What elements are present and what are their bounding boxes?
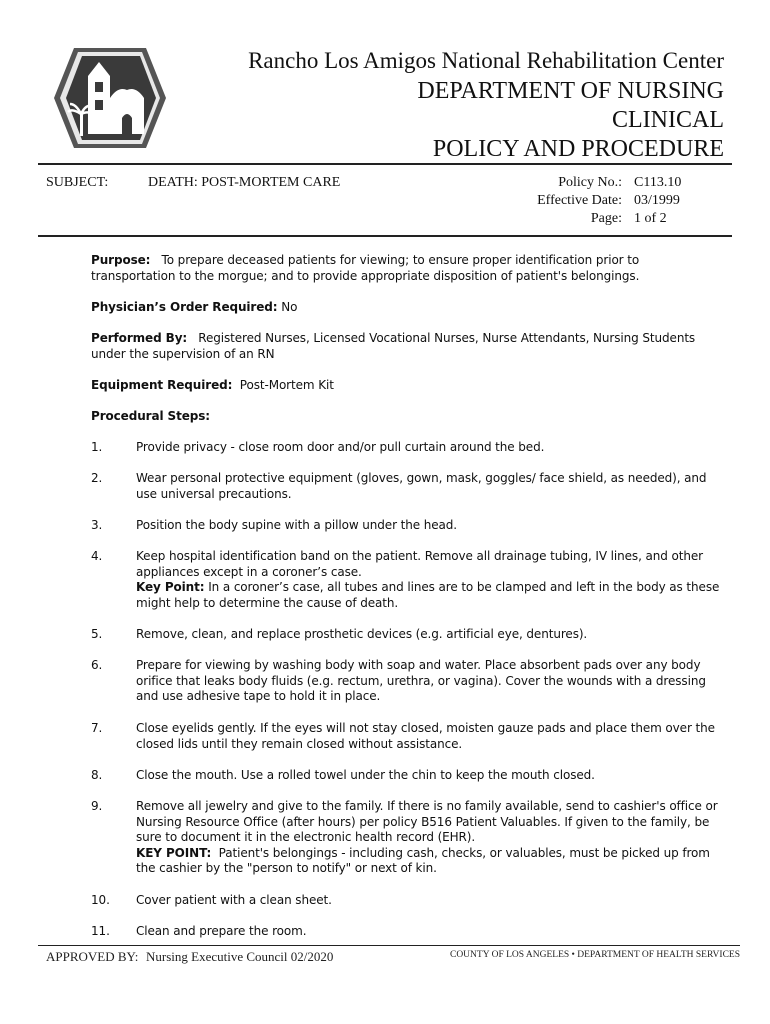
- step-key-point: [136, 846, 724, 877]
- step-number: 10.: [91, 893, 110, 907]
- policy-number-value: C113.10: [634, 175, 682, 190]
- policy-procedure-title: POLICY AND PROCEDURE: [432, 136, 724, 162]
- page-value: 1 of 2: [634, 211, 667, 226]
- approved-by: [46, 949, 333, 965]
- procedural-steps-heading: Procedural Steps:: [91, 409, 210, 423]
- step-text: Close eyelids gently. If the eyes will not stay closed, moisten gauze pads and place them over the closed lids until they remain closed without assistance.: [136, 721, 715, 751]
- step-text: Close the mouth. Use a rolled towel under the chin to keep the mouth closed.: [136, 768, 595, 782]
- performed-by-paragraph: [91, 331, 722, 362]
- step-item: [91, 549, 724, 611]
- purpose-label: Purpose:: [91, 253, 151, 267]
- key-point-text: In a coroner’s case, all tubes and lines are to be clamped and left in the body as these might help to determine the cause of death.: [136, 580, 720, 610]
- step-number: 1.: [91, 440, 103, 454]
- page-label: Page:: [590, 211, 622, 226]
- step-item: [91, 924, 724, 940]
- approved-by-value: Nursing Executive Council 02/2020: [146, 949, 334, 964]
- step-key-point: [136, 580, 724, 611]
- policy-number-label: Policy No.:: [558, 175, 622, 190]
- equipment-paragraph: [91, 378, 722, 394]
- step-number: 9.: [91, 799, 103, 813]
- step-item: [91, 518, 724, 534]
- step-text: Cover patient with a clean sheet.: [136, 893, 332, 907]
- step-text: Prepare for viewing by washing body with soap and water. Place absorbent pads over any body orifice that leaks body fluids (e.g. rectum, urethra, or vagina). Cover the wounds with a dressing and use adhesive tape to hold it in place.: [136, 658, 706, 704]
- step-number: 6.: [91, 658, 103, 672]
- step-number: 7.: [91, 721, 103, 735]
- step-number: 2.: [91, 471, 103, 485]
- step-text: Clean and prepare the room.: [136, 924, 307, 938]
- key-point-label: KEY POINT:: [136, 845, 212, 860]
- footer-divider: [38, 945, 740, 946]
- subject-value: DEATH: POST-MORTEM CARE: [148, 175, 341, 190]
- step-number: 8.: [91, 768, 103, 782]
- meta-divider: [38, 235, 732, 237]
- physicians-order-label: Physician’s Order Required:: [91, 300, 278, 314]
- step-item: [91, 440, 724, 456]
- center-name: Rancho Los Amigos National Rehabilitation Center: [248, 48, 724, 73]
- physicians-order-value: No: [281, 300, 298, 314]
- step-text: Position the body supine with a pillow under the head.: [136, 518, 458, 532]
- equipment-label: Equipment Required:: [91, 378, 233, 392]
- step-text: Remove, clean, and replace prosthetic devices (e.g. artificial eye, dentures).: [136, 627, 588, 641]
- key-point-text: Patient's belongings - including cash, checks, or valuables, must be picked up from the cashier by the "person to notify" or next of kin.: [136, 845, 710, 876]
- header-divider: [38, 163, 732, 165]
- effective-date-value: 03/1999: [634, 193, 680, 208]
- rancho-mission-logo: [52, 46, 168, 150]
- key-point-label: Key Point:: [136, 580, 205, 595]
- equipment-value: Post-Mortem Kit: [239, 378, 334, 392]
- clinical-title: CLINICAL: [612, 107, 724, 133]
- physicians-order-paragraph: [91, 300, 722, 316]
- department-title: DEPARTMENT OF NURSING: [417, 78, 724, 104]
- step-text: Remove all jewelry and give to the family. If there is no family available, send to cashier's office or Nursing Resource Office (after hours) per policy B516 Patient Valuables. If given to the family, be sure to document it in the electronic health record (EHR).: [136, 799, 718, 845]
- page-row: [482, 211, 722, 227]
- approved-by-label: APPROVED BY:: [46, 949, 139, 964]
- subject-label: SUBJECT:: [46, 175, 109, 190]
- county-footer: COUNTY OF LOS ANGELES • DEPARTMENT OF HEALTH SERVICES: [449, 950, 740, 960]
- policy-number-row: [482, 175, 722, 191]
- step-item: [91, 658, 724, 705]
- performed-by-label: Performed By:: [91, 331, 188, 345]
- effective-date-row: [482, 193, 722, 209]
- step-item: [91, 627, 724, 643]
- step-item: [91, 471, 724, 502]
- step-item: [91, 768, 724, 784]
- step-number: 4.: [91, 549, 103, 563]
- step-text: Keep hospital identification band on the patient. Remove all drainage tubing, IV lines, and other appliances except in a coroner’s case.: [136, 549, 703, 579]
- effective-date-label: Effective Date:: [537, 193, 622, 208]
- step-text: Wear personal protective equipment (gloves, gown, mask, goggles/ face shield, as needed), and use universal precautions.: [136, 471, 707, 501]
- step-number: 5.: [91, 627, 103, 641]
- purpose-text: To prepare deceased patients for viewing; to ensure proper identification prior to transportation to the morgue; and to provide appropriate disposition of patient's belongings.: [91, 253, 640, 283]
- step-item: [91, 893, 724, 909]
- step-item: [91, 799, 724, 877]
- step-text: Provide privacy - close room door and/or pull curtain around the bed.: [136, 440, 545, 454]
- performed-by-value: Registered Nurses, Licensed Vocational Nurses, Nurse Attendants, Nursing Students under the supervision of an RN: [91, 331, 696, 361]
- step-item: [91, 721, 724, 752]
- purpose-paragraph: [91, 253, 722, 284]
- step-number: 11.: [91, 924, 110, 938]
- step-number: 3.: [91, 518, 103, 532]
